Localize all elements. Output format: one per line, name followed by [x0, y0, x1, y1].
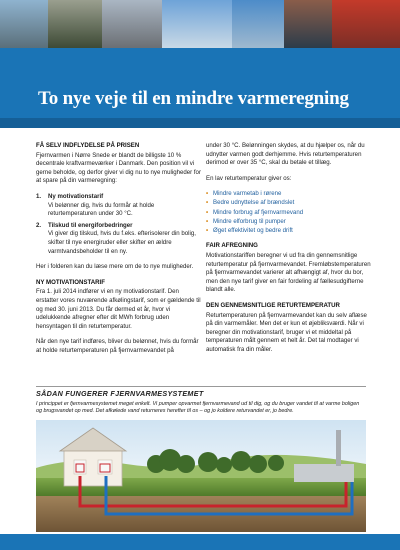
plant-chimney — [336, 430, 341, 466]
benefit-item: • Mindre forbrug af fjernvarmevand — [206, 208, 304, 216]
heading-average-return: DEN GENNEMSNITLIGE RETURTEMPERATUR — [206, 301, 340, 309]
average-return-paragraph: Returtemperaturen på fjernvarmevandet kan du selv aflæse på din varmemåler. Men det er kun et øjebliksværdi. Når vi beregner din motivationstarif, bruger vi et middeltal på temperaturen målt gennem et helt år. Det tal modtager vi automatisk fra din måler. — [206, 311, 367, 353]
list-item-text: Vi belønner dig, hvis du formår at holde returtemperaturen under 30 °C. — [48, 201, 155, 218]
bullet-icon: • — [206, 217, 209, 225]
folder-note: Her i folderen kan du læse mere om de to nye muligheder. — [36, 263, 194, 271]
section-title: SÅDAN FUNGERER FJERNVARMESYSTEMET — [36, 389, 204, 398]
bullet-icon: • — [206, 199, 209, 207]
photo-industrial — [0, 0, 48, 48]
list-item-title: Ny motivationstarif — [48, 192, 104, 200]
list-item-title: Tilskud til energiforbedringer — [48, 221, 133, 229]
heading-fair: FAIR AFREGNING — [206, 242, 258, 250]
photo-pipes — [284, 0, 332, 48]
list-item — [36, 193, 201, 219]
footer-bar — [0, 534, 400, 550]
heating-plant — [294, 464, 354, 482]
photo-red-equipment — [332, 0, 400, 48]
photo-machinery — [48, 0, 102, 48]
banner-shade — [0, 118, 400, 128]
header-photo-strip — [0, 0, 400, 48]
bullet-icon: • — [206, 190, 209, 198]
benefit-item: • Øget effektivitet og bedre drift — [206, 226, 293, 234]
tariff-paragraph: Fra 1. juli 2014 indfører vi en ny motivationstarif. Den erstatter vores nuværende afkølingstarif, som er gældende til og med 30. juni 2013. Du får dermed et år, hvor vi udelukkende afregner efter dit MWh forbrug uden hensyntagen til din returtemperatur. — [36, 288, 201, 330]
photo-plant-hall — [102, 0, 162, 48]
photo-tower — [232, 0, 284, 48]
page-title: To nye veje til en mindre varmeregning — [38, 88, 349, 109]
bullet-icon: • — [206, 208, 209, 216]
benefits-list — [206, 190, 371, 235]
list-number: 1. — [36, 192, 42, 200]
section-description: I princippet er fjernvarmesystemet meget enkelt. Vi pumper opvarmet fjernvarmevand ud til dig, og du bruger vandet til at varme boligen og brugsvandet op med. Det afkølede vand returneres herefter til os – og jo koldere returvandet er, jo bedre. — [36, 401, 360, 415]
intro-paragraph: Fjernvarmen i Nørre Snede er blandt de billigste 10 % decentrale kraftvarmeværker i Danmark. Den position vil vi gerne beholde, og derfor giver vi dig nu to nye muligheder for at spare på din varmeregning: — [36, 151, 201, 185]
continuation-paragraph: under 30 °C. Belønningen skydes, at du hjælper os, når du udnytter varmen godt derhjemme. Hvis returtemperaturen derimod er over 35 °C, skal du betale et tillæg. — [206, 142, 365, 167]
list-item-text: Vi giver dig tilskud, hvis du f.eks. efterisolerer din bolig, skifter til nye energiruder eller skifter en ældre varmtvandsbeholder til en ny. — [48, 230, 196, 255]
option-list — [36, 193, 201, 256]
right-column — [206, 142, 371, 361]
photo-chimney-sky — [162, 0, 232, 48]
fair-paragraph: Motivationstariffen beregner vi ud fra din gennemsnitlige returtemperatur på fjernvarmevandet. Fremløbstemperaturen på fjernvarmevandet varierer alt afhængigt af, hvor du bor, men den nye tarif giver en fair fordeling af fællesudgifterne blandt alle. — [206, 251, 371, 294]
heading-influence: FÅ SELV INDFLYDELSE PÅ PRISEN — [36, 142, 140, 149]
benefit-item: • Mindre varmetab i rørene — [206, 190, 282, 198]
benefit-item: • Mindre elforbrug til pumper — [206, 217, 286, 225]
section-divider — [36, 386, 366, 387]
district-heating-illustration — [36, 420, 366, 532]
tariff-paragraph-2: Når den nye tarif indføres, bliver du belønnet, hvis du formår at holde returtemperaturen på fjernvarmevandet på — [36, 338, 199, 354]
bullet-icon: • — [206, 226, 209, 234]
list-number: 2. — [36, 221, 42, 229]
benefits-intro: En lav returtemperatur giver os: — [206, 174, 292, 182]
heading-new-tariff: NY MOTIVATIONSTARIF — [36, 278, 105, 286]
left-column — [36, 142, 201, 362]
list-item — [36, 222, 201, 256]
benefit-item: • Bedre udnyttelse af brændslet — [206, 199, 295, 207]
